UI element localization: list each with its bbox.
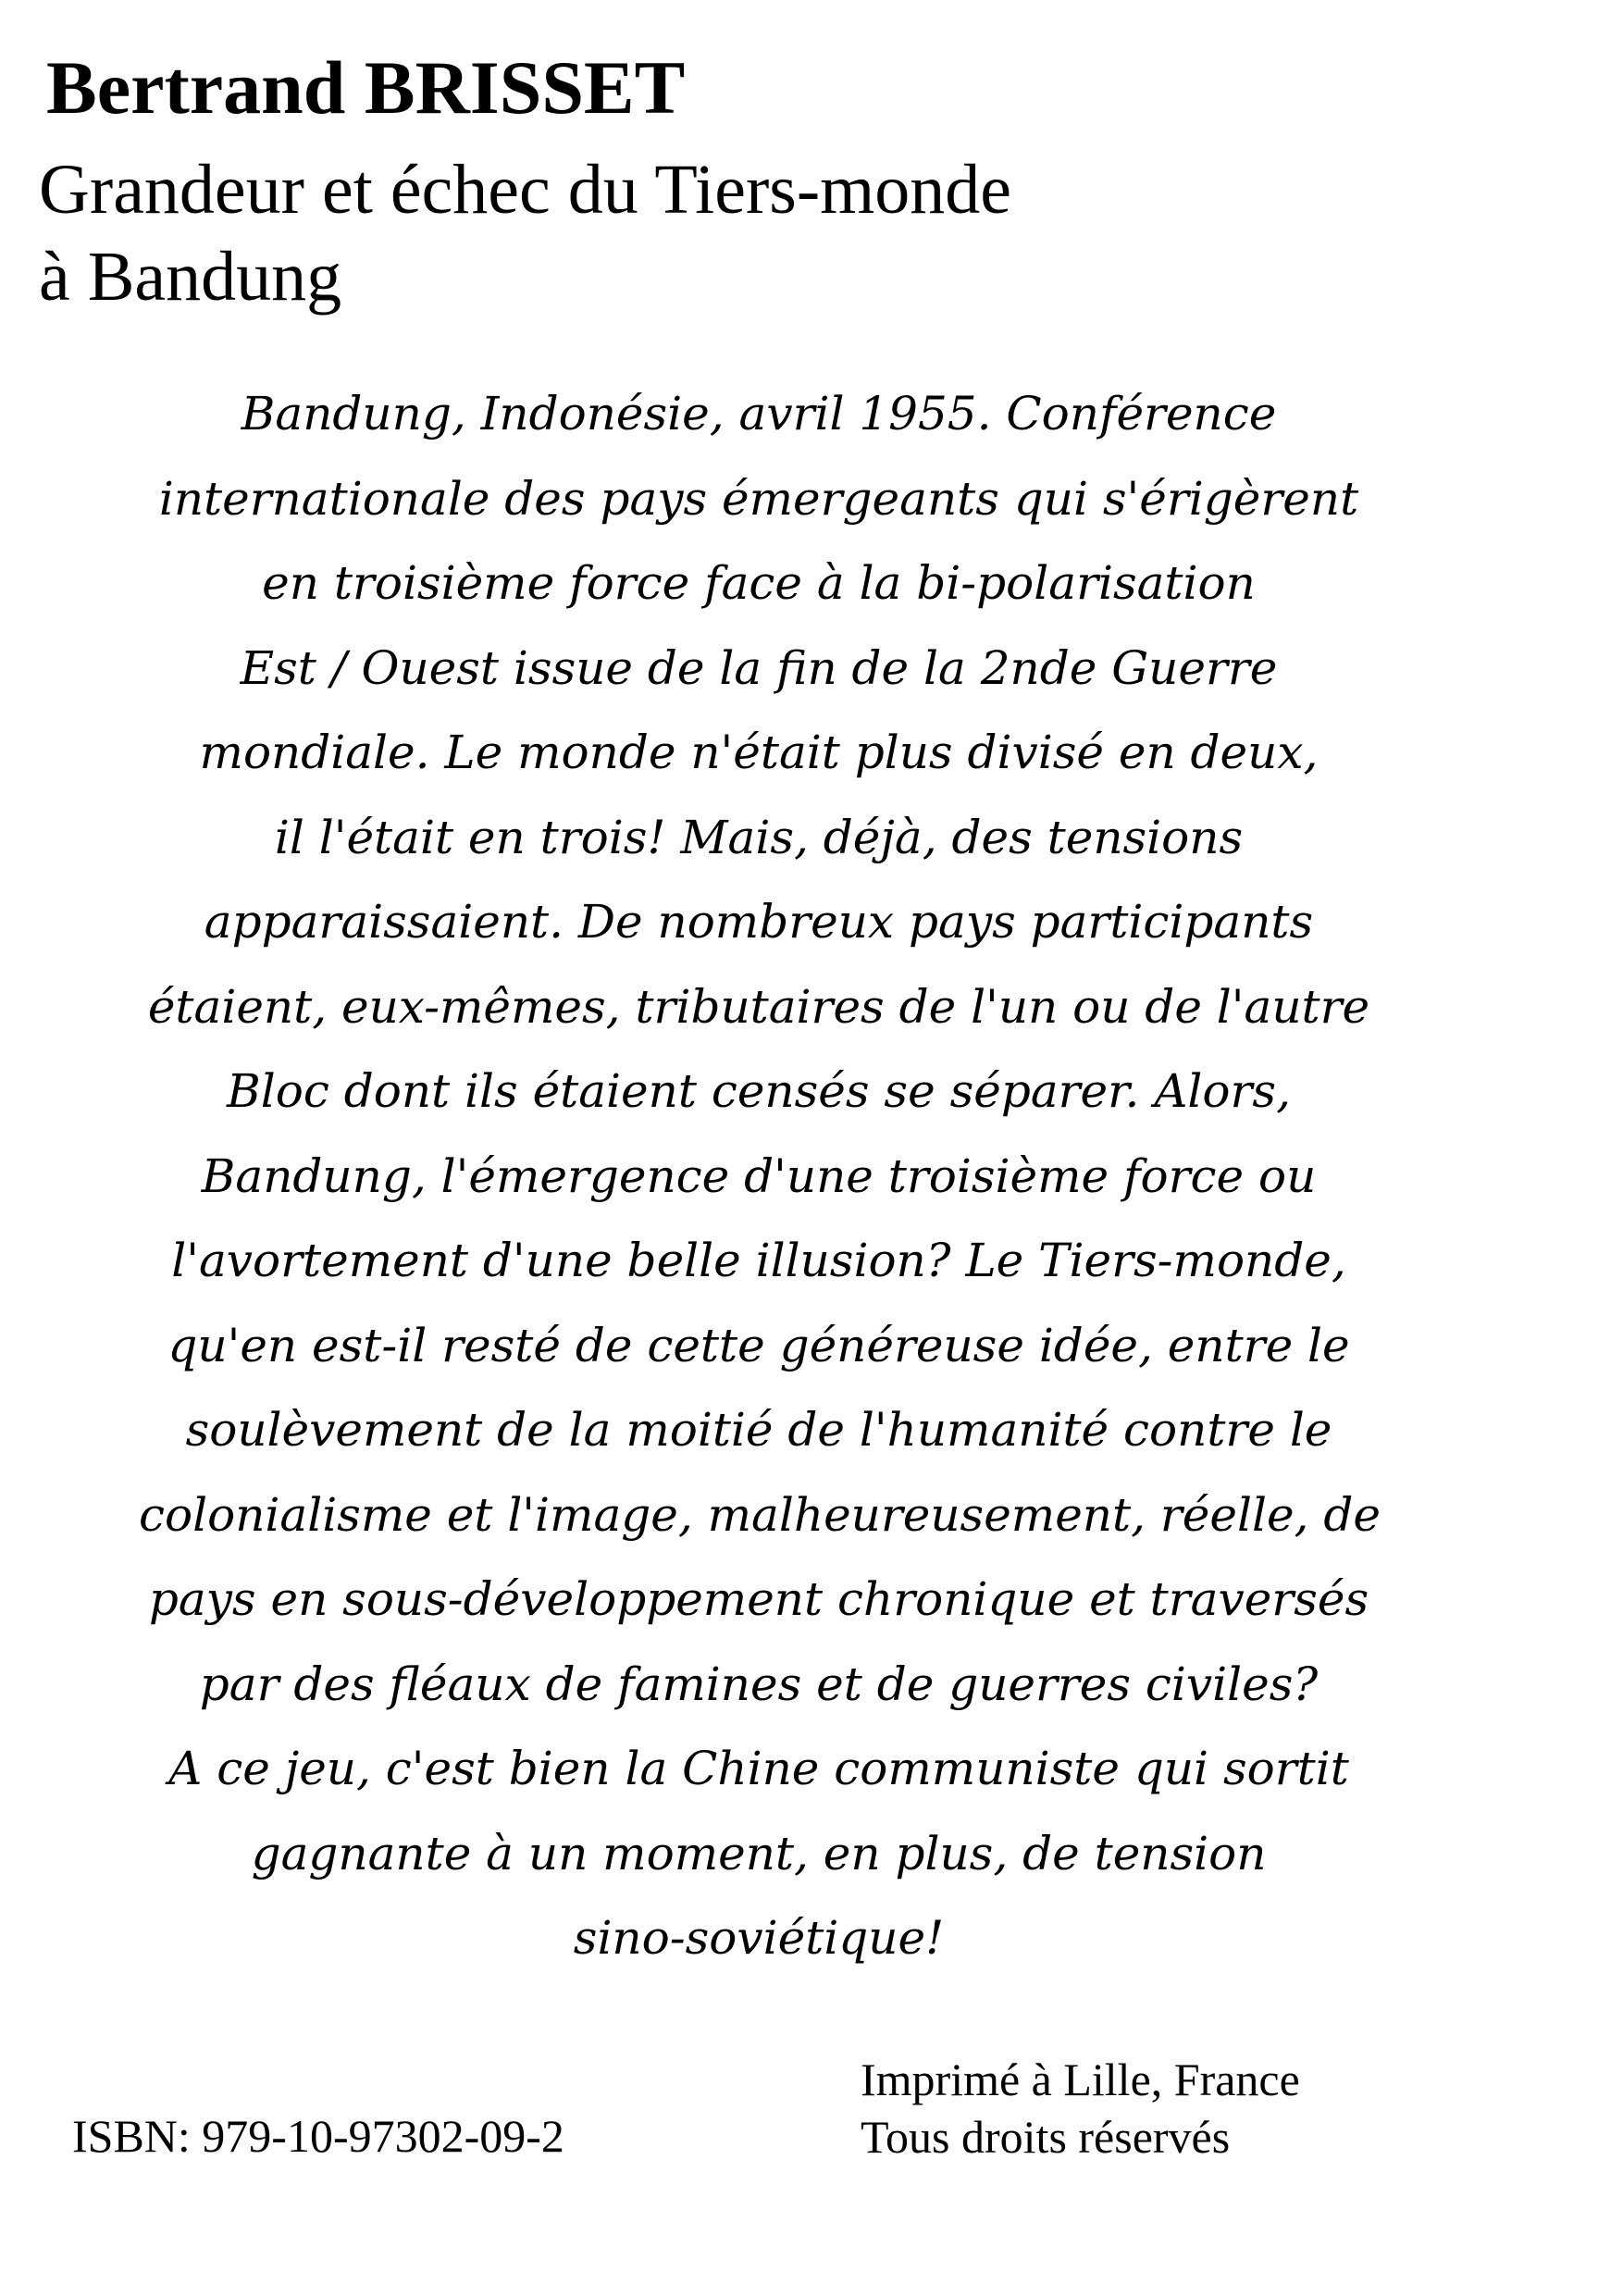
blurb-line: qu'en est-il resté de cette généreuse idée, entre le [167,1318,1350,1372]
book-title [39,146,1011,320]
blurb-line: gagnante à un moment, en plus, de tension [251,1826,1267,1880]
blurb-line: internationale des pays émergeants qui s'érigèrent [158,471,1359,526]
blurb-line: Bandung, l'émergence d'une troisième force ou [201,1148,1317,1203]
blurb-line: soulèvement de la moitié de l'humanité contre le [185,1403,1332,1457]
author-name: Bertrand BRISSET [46,45,686,130]
imprint-location: Imprimé à Lille, France [861,2054,1300,2105]
blurb-line: A ce jeu, c'est bien la Chine communiste qui sortit [168,1742,1349,1795]
isbn-number: ISBN: 979-10-97302-09-2 [72,2110,564,2162]
blurb-line: Bandung, Indonésie, avril 1955. Conférence [241,387,1277,441]
blurb-line: sino-soviétique! [573,1911,945,1965]
imprint-notice [861,2051,1300,2166]
blurb-line: mondiale. Le monde n'était plus divisé en deux, [199,726,1319,779]
blurb-line: en troisième force face à la bi-polarisation [262,556,1256,610]
blurb-line: apparaissaient. De nombreux pays participants [204,895,1314,949]
blurb-line: Bloc dont ils étaient censés se séparer. Alors, [227,1064,1291,1118]
book-title-line: à Bandung [39,238,342,316]
blurb-line: Est / Ouest issue de la fin de la 2nde Guerre [240,640,1278,695]
rights-notice: Tous droits réservés [861,2111,1231,2163]
summary-blurb [139,372,1379,1981]
blurb-line: il l'était en trois! Mais, déjà, des tensions [274,810,1244,864]
book-title-line: Grandeur et échec du Tiers-monde [39,151,1012,229]
blurb-line: pays en sous-développement chronique et traversés [148,1572,1369,1626]
blurb-line: l'avortement d'une belle illusion? Le Tiers-monde, [171,1234,1346,1287]
blurb-line: par des fléaux de famines et de guerres civiles? [199,1657,1319,1711]
blurb-line: étaient, eux-mêmes, tributaires de l'un ou de l'autre [147,979,1370,1034]
blurb-line: colonialisme et l'image, malheureusement, réelle, de [139,1487,1381,1542]
